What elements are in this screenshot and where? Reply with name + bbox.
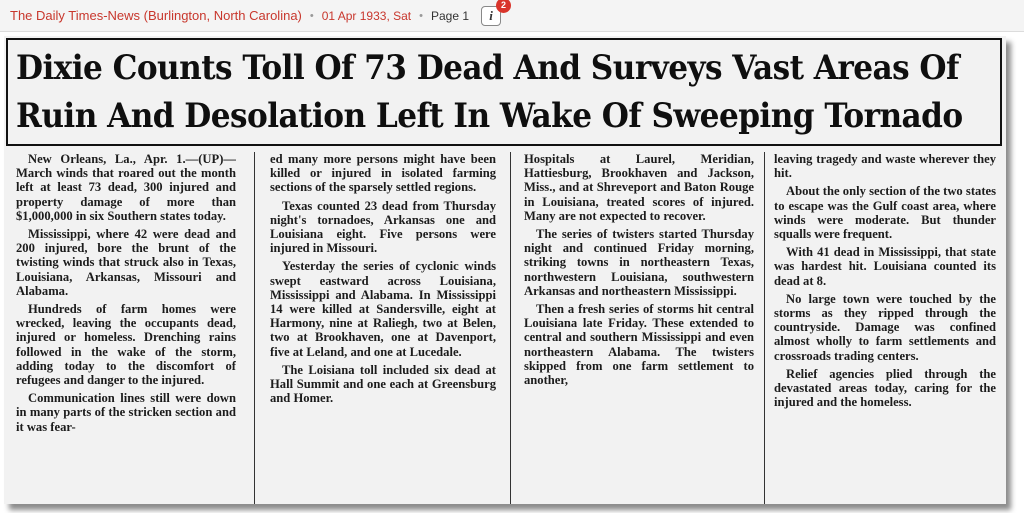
paragraph: No large town were touched by the storms as they ripped through the countryside. Damage was confined almost wholly to farm settlements and crossroads trading centers.	[774, 291, 996, 363]
paragraph: ed many more persons might have been killed or injured in isolated farming sections of the sparsely settled regions.	[270, 152, 496, 195]
headline-line-2: Ruin And Desolation Left In Wake Of Sweeping Tornado	[16, 96, 963, 135]
paragraph: Yesterday the series of cyclonic winds swept eastward across Louisiana, Mississippi and Alabama. In Mississippi 14 were killed at Sandersville, eight at Harmony, nine at Raliegh, two at Belen, two at Brookhaven, one at Davenport, five at Leland, and one at Lucedale.	[270, 259, 496, 359]
paragraph: Hundreds of farm homes were wrecked, leaving the occupants dead, injured or homeless. Drenching rains followed in the wake of the storm, adding today to the discomfort of refugees and danger to the injured.	[16, 302, 236, 388]
paragraph: The series of twisters started Thursday night and continued Friday morning, striking towns in northeastern Texas, northwestern Louisiana, southwestern Arkansas and northeastern Mississippi.	[524, 227, 754, 298]
column-rule	[254, 152, 255, 504]
publication-link[interactable]: The Daily Times-News (Burlington, North Carolina)	[10, 8, 302, 23]
paragraph: leaving tragedy and waste wherever they hit.	[774, 152, 996, 181]
column-1	[16, 152, 236, 504]
paragraph: The Loisiana toll included six dead at Hall Summit and one each at Greensburg and Homer.	[270, 362, 496, 406]
page-number: Page 1	[431, 8, 470, 23]
column-3	[524, 152, 754, 504]
paragraph: Relief agencies plied through the devastated areas today, caring for the injured and the homeless.	[774, 366, 996, 410]
info-icon: i	[489, 7, 493, 23]
column-2	[270, 152, 496, 504]
column-rule	[510, 152, 511, 504]
notification-badge: 2	[496, 0, 511, 13]
issue-date[interactable]: 01 Apr 1933, Sat	[321, 8, 412, 23]
separator: •	[419, 9, 423, 22]
paragraph: New Orleans, La., Apr. 1.—(UP)—March winds that roared out the month left at least 73 dead, 300 injured and property damage of more than $1,000,000 in six Southern states today.	[16, 152, 236, 223]
headline-line-1: Dixie Counts Toll Of 73 Dead And Surveys Vast Areas Of	[16, 48, 959, 87]
viewer-toolbar	[0, 0, 1024, 32]
headline-box	[6, 38, 1002, 146]
paragraph: With 41 dead in Mississippi, that state was hardest hit. Louisiana counted its dead at 8.	[774, 245, 996, 288]
paragraph: Mississippi, where 42 were dead and 200 injured, bore the brunt of the twisting winds that struck also in Texas, Louisiana, Arkansas, Missouri and Alabama.	[16, 227, 236, 298]
newspaper-clipping	[4, 36, 1006, 504]
column-rule	[764, 152, 765, 504]
paragraph: Texas counted 23 dead from Thursday night's tornadoes, Arkansas one and Louisiana eight. Five persons were injured in Missouri.	[270, 198, 496, 256]
article-body	[4, 152, 1006, 504]
paragraph: Hospitals at Laurel, Meridian, Hattiesburg, Brookhaven and Jackson, Miss., and at Shreveport and Baton Rouge in Louisiana, treated scores of injured. Many are not expected to recover.	[524, 152, 754, 223]
paragraph: Then a fresh series of storms hit central Louisiana late Friday. These extended to central and southern Mississippi and even northeastern Alabama. The twisters skipped from one farm settlement to another,	[524, 302, 754, 388]
paragraph: Communication lines still were down in many parts of the stricken section and it was fear-	[16, 391, 236, 434]
column-4	[774, 152, 996, 504]
info-button[interactable]	[481, 0, 507, 26]
paragraph: About the only section of the two states to escape was the Gulf coast area, where winds were moderate. But thunder squalls were frequent.	[774, 184, 996, 242]
separator: •	[309, 9, 314, 22]
